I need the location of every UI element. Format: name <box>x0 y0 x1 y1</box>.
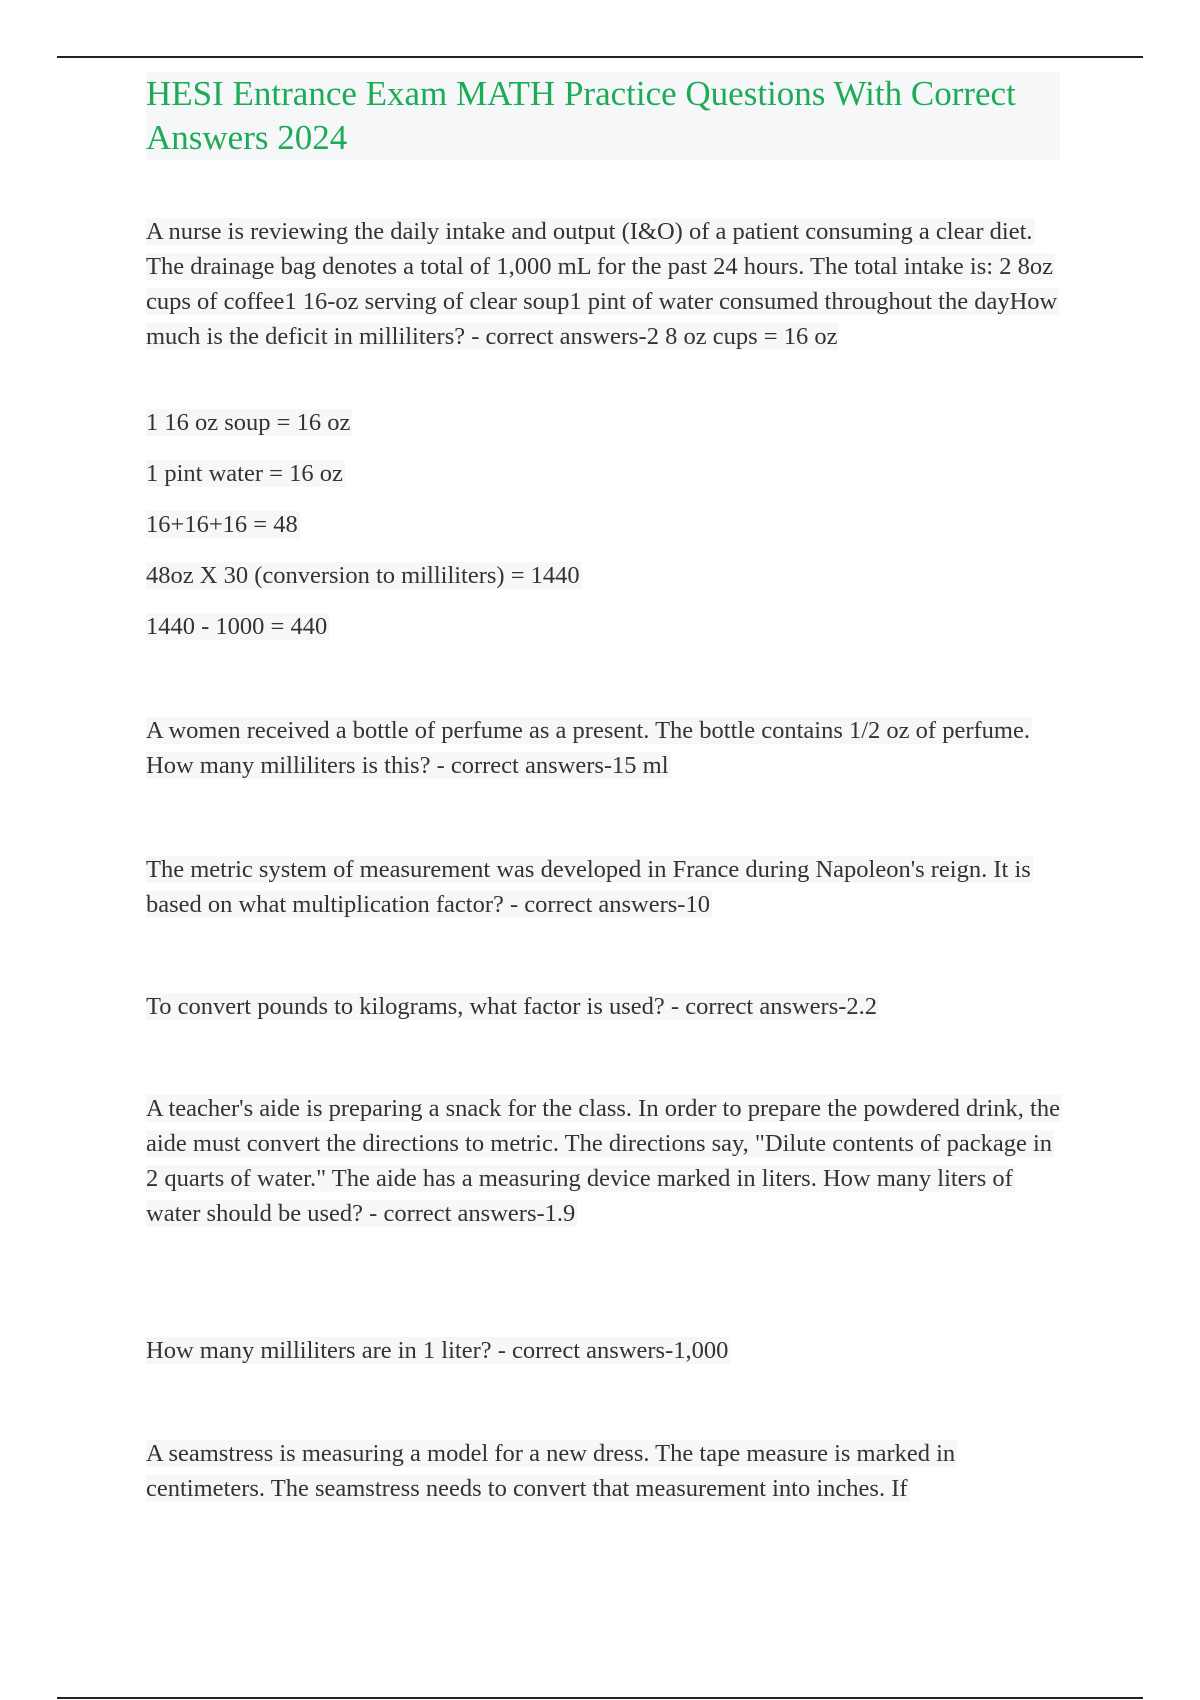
question-1-work-2 <box>146 456 1066 491</box>
question-2-text: A women received a bottle of perfume as a present. The bottle contains 1/2 oz of perfume. How many milliliters is this? - correct answers-15 ml <box>146 717 1030 779</box>
bottom-rule <box>57 1697 1143 1699</box>
question-7 <box>146 1436 1066 1506</box>
question-1-work-1 <box>146 405 1066 440</box>
question-5-text: A teacher's aide is preparing a snack for the class. In order to prepare the powdered drink, the aide must convert the directions to metric. The directions say, "Dilute contents of package in 2 quarts of water." The aide has a measuring device marked in liters. How many liters of water should be used? - correct answers-1.9 <box>146 1095 1060 1227</box>
question-1-text: A nurse is reviewing the daily intake and output (I&O) of a patient consuming a clear diet. The drainage bag denotes a total of 1,000 mL for the past 24 hours. The total intake is: 2 8oz cups of coffee1 16-oz serving of clear soup1 pint of water consumed throughout the dayHow much is the deficit in milliliters? - correct answers-2 8 oz cups = 16 oz <box>146 218 1058 350</box>
question-4-text: To convert pounds to kilograms, what factor is used? - correct answers-2.2 <box>146 993 878 1020</box>
question-4 <box>146 989 1066 1024</box>
question-3 <box>146 852 1066 922</box>
question-3-text: The metric system of measurement was developed in France during Napoleon's reign. It is based on what multiplication factor? - correct answers-10 <box>146 856 1031 918</box>
question-1-work-5 <box>146 609 1066 644</box>
work-line: 16+16+16 = 48 <box>146 511 298 538</box>
question-1-work-3 <box>146 507 1066 542</box>
question-7-text: A seamstress is measuring a model for a new dress. The tape measure is marked in centimeters. The seamstress needs to convert that measurement into inches. If <box>146 1440 956 1502</box>
work-line: 1 16 oz soup = 16 oz <box>146 409 351 436</box>
question-6-text: How many milliliters are in 1 liter? - correct answers-1,000 <box>146 1337 729 1364</box>
question-5 <box>146 1091 1066 1231</box>
document-title: HESI Entrance Exam MATH Practice Questions With Correct Answers 2024 <box>146 72 1060 160</box>
question-2 <box>146 713 1066 783</box>
question-1-work-4 <box>146 558 1066 593</box>
top-rule <box>57 56 1143 58</box>
work-line: 1 pint water = 16 oz <box>146 460 343 487</box>
question-1 <box>146 214 1066 354</box>
work-line: 48oz X 30 (conversion to milliliters) = 1440 <box>146 562 580 589</box>
work-line: 1440 - 1000 = 440 <box>146 613 328 640</box>
question-6 <box>146 1333 1066 1368</box>
